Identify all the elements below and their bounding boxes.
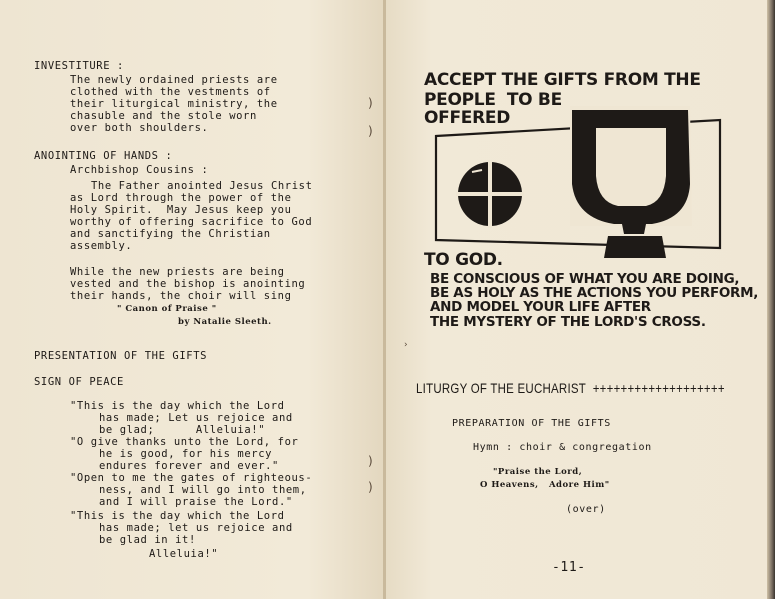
investiture-line: clothed with the vestments of [70, 86, 271, 98]
hymn-title: O Heavens, Adore Him" [480, 480, 610, 490]
peace-line: "O give thanks unto the Lord, for [70, 436, 299, 448]
peace-line: has made; Let us rejoice and [99, 412, 293, 424]
investiture-line: their liturgical ministry, the [70, 98, 278, 110]
prayer-line: and sanctifying the Christian [70, 228, 271, 240]
presentation-heading: PRESENTATION OF THE GIFTS [34, 350, 208, 362]
chalice-illustration [420, 100, 730, 260]
art-caption-top: OFFERED [424, 108, 511, 128]
chalice-inner [596, 128, 666, 206]
page-edge [767, 0, 775, 599]
prayer-line: The Father anointed Jesus Christ [91, 180, 313, 192]
hymn-title: "Praise the Lord, [493, 467, 583, 477]
peace-line: "Open to me the gates of righteous- [70, 472, 313, 484]
anointing-heading: ANOINTING OF HANDS : [34, 150, 173, 162]
investiture-line: The newly ordained priests are [70, 74, 278, 86]
peace-line: "This is the day which the Lord [70, 400, 285, 412]
binding-mark: ) [368, 480, 373, 494]
over-note: (over) [566, 504, 606, 515]
peace-line: endures forever and ever." [99, 460, 279, 472]
prayer-line: worthy of offering sacrifice to God [70, 216, 313, 228]
art-caption-top: PEOPLE TO BE [424, 90, 562, 110]
art-caption-bottom: BE AS HOLY AS THE ACTIONS YOU PERFORM, [430, 285, 759, 301]
sign-of-peace-heading: SIGN OF PEACE [34, 376, 124, 388]
rubric-line: vested and the bishop is anointing [70, 278, 306, 290]
hymn-line: Hymn : choir & congregation [473, 442, 652, 453]
host-icon [456, 160, 524, 228]
art-caption-bottom: THE MYSTERY OF THE LORD'S CROSS. [430, 314, 706, 330]
binding-mark: ) [368, 124, 373, 138]
investiture-line: chasuble and the stole worn [70, 110, 257, 122]
investiture-heading: INVESTITURE : [34, 60, 124, 72]
art-caption-bottom: AND MODEL YOUR LIFE AFTER [430, 299, 651, 315]
peace-line: "This is the day which the Lord [70, 510, 285, 522]
prayer-line: Holy Spirit. May Jesus keep you [70, 204, 292, 216]
rubric-line: their hands, the choir will sing [70, 290, 292, 302]
art-caption-bottom: TO GOD. [424, 250, 503, 270]
preparation-heading: PREPARATION OF THE GIFTS [452, 418, 611, 429]
prayer-line: assembly. [70, 240, 133, 252]
binding-mark: ) [368, 454, 373, 468]
binding-mark: › [404, 340, 408, 350]
cross-row: +++++++++++++++++++ [592, 380, 725, 396]
peace-line: he is good, for his mercy [99, 448, 273, 460]
rubric-line: While the new priests are being [70, 266, 285, 278]
peace-line: be glad; Alleluia!" [99, 424, 266, 436]
prayer-line: as Lord through the power of the [70, 192, 292, 204]
peace-line: Alleluia!" [149, 548, 219, 560]
peace-line: has made; let us rejoice and [99, 522, 293, 534]
page-number: -11- [552, 560, 586, 575]
peace-line: be glad in it! [99, 534, 196, 546]
art-caption-bottom: BE CONSCIOUS OF WHAT YOU ARE DOING, [430, 271, 740, 287]
binding-mark: ) [368, 96, 373, 110]
investiture-line: over both shoulders. [70, 122, 209, 134]
book-spine [383, 0, 386, 599]
art-caption-top: ACCEPT THE GIFTS FROM THE [424, 70, 701, 90]
anointing-speaker: Archbishop Cousins : [70, 164, 209, 176]
peace-line: and I will praise the Lord." [99, 496, 293, 508]
liturgy-title: LITURGY OF THE EUCHARIST +++++++++++++++++++ [416, 380, 725, 396]
composer: by Natalie Sleeth. [178, 317, 272, 327]
chalice-base [604, 236, 666, 258]
song-title: " Canon of Praise " [117, 304, 217, 314]
peace-line: ness, and I will go into them, [99, 484, 307, 496]
